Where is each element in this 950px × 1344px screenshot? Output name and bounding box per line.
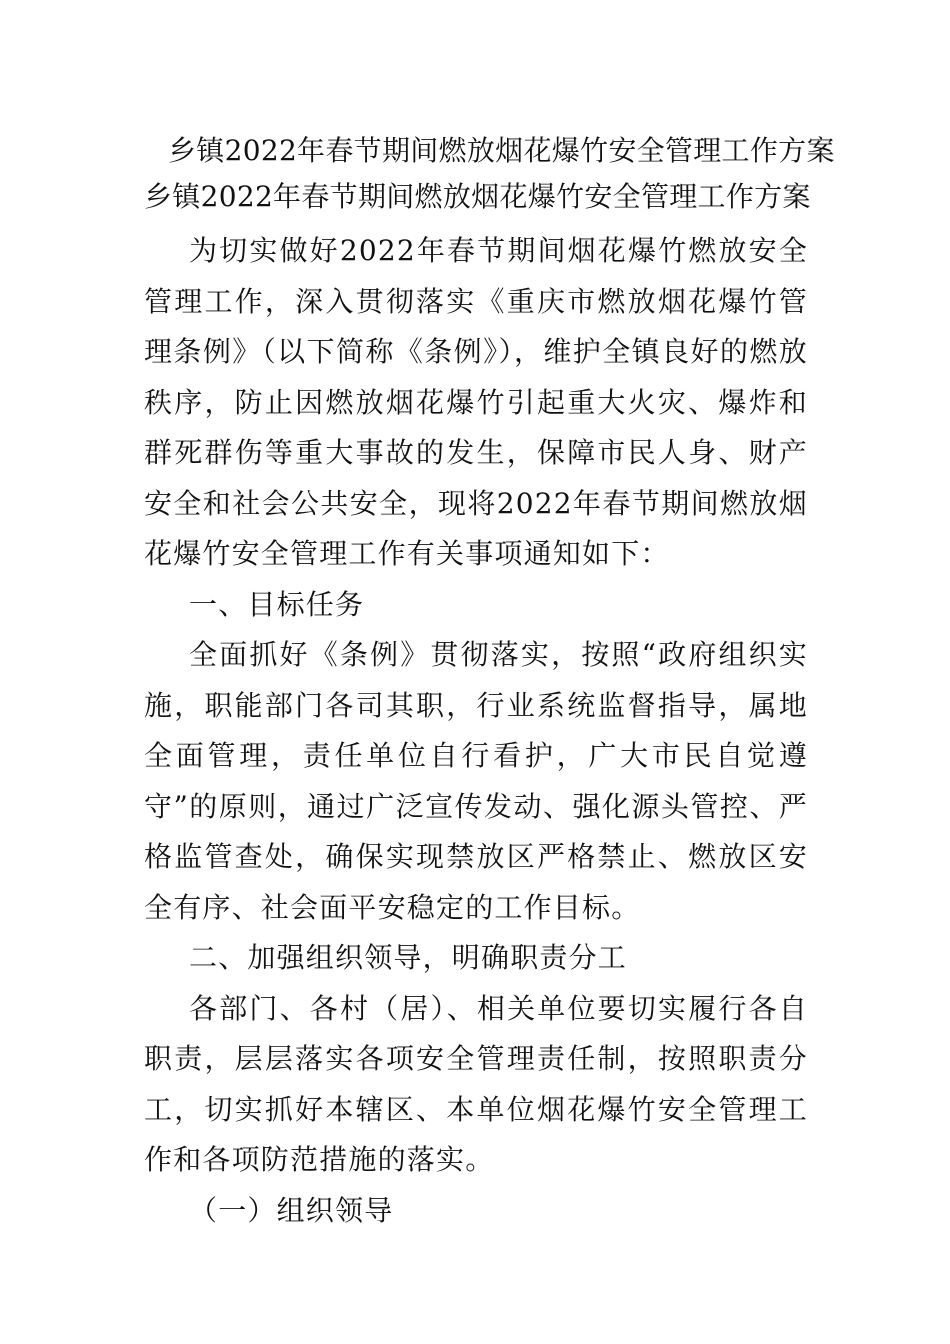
section-2-paragraph: 各部门、各村（居）、相关单位要切实履行各自职责，层层落实各项安全管理责任制，按照职责分工，切实抓好本辖区、本单位烟花爆竹安全管理工作和各项防范措施的落实。 [144,991,808,1176]
section-1-paragraph: 全面抓好《条例》贯彻落实，按照“政府组织实施，职能部门各司其职，行业系统监督指导，属地全面管理，责任单位自行看护，广大市民自觉遵守”的原则，通过广泛宣传发动、强化源头管控、严格监管查处，确保实现禁放区严格禁止、燃放区安全有序、社会面平安稳定的工作目标。 [144,638,808,924]
section-1-heading: 一、目标任务 [189,587,365,621]
section-2-heading: 二、加强组织领导，明确职责分工 [189,941,628,974]
document-page [144,128,835,1236]
subsection-1-heading: （一）组织领导 [189,1193,394,1227]
intro-paragraph: 为切实做好2022年春节期间烟花爆竹燃放安全管理工作，深入贯彻落实《重庆市燃放烟花爆竹管理条例》（以下简称《条例》），维护全镇良好的燃放秩序，防止因燃放烟花爆竹引起重大火灾、爆炸和群死群伤等重大事故的发生，保障市民人身、财产安全和社会公共安全，现将2022年春节期间燃放烟花爆竹安全管理工作有关事项通知如下： [144,234,808,570]
document-title-line-2: 乡镇2022年春节期间燃放烟花爆竹安全管理工作方案 [144,180,811,213]
document-title-line-1: 乡镇2022年春节期间燃放烟花爆竹安全管理工作方案 [168,134,835,167]
